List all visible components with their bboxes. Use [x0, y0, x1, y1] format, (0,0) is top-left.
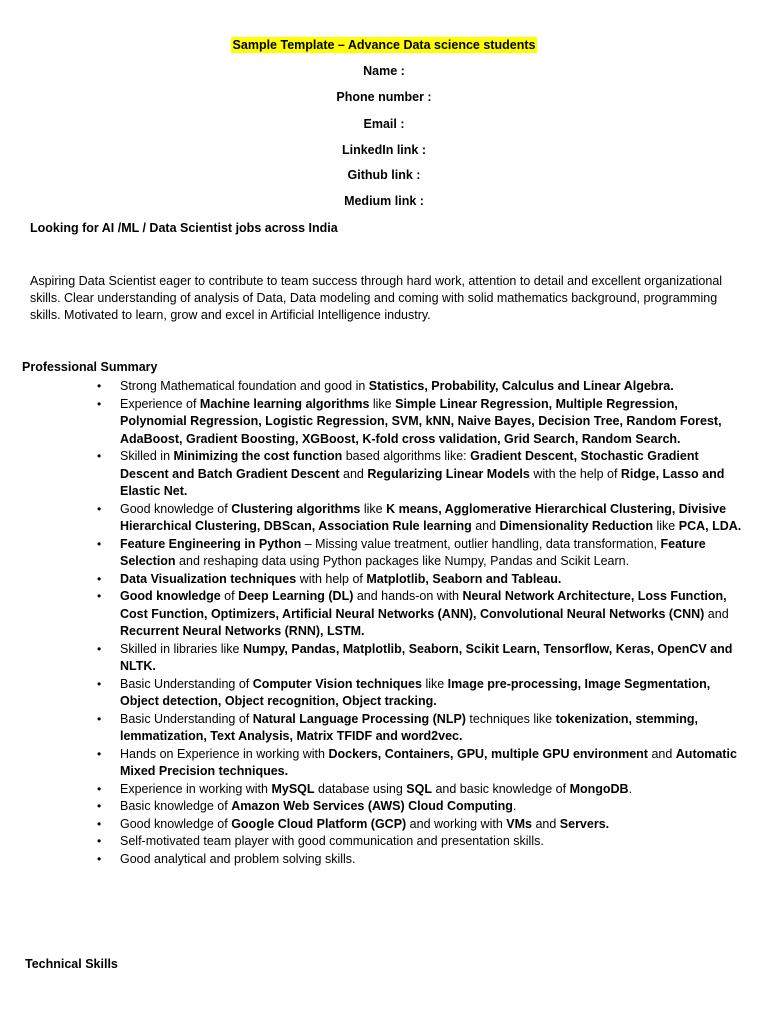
summary-bullet-item — [95, 396, 745, 449]
bullet-text: Strong Mathematical foundation and good in — [120, 379, 369, 393]
bullet-dot-icon: • — [97, 589, 102, 603]
bullet-bold-text: Google Cloud Platform (GCP) — [231, 816, 407, 831]
bullet-bold-text: Numpy, Pandas, Matplotlib, Seaborn, Scikit Learn, Tensorflow, Keras, OpenCV and NLTK. — [120, 641, 733, 673]
bullet-bold-text: Recurrent Neural Networks (RNN), LSTM. — [120, 624, 365, 638]
bullet-dot-icon: • — [97, 396, 102, 411]
bullet-text: and — [471, 519, 500, 533]
summary-bullet-item — [95, 448, 745, 501]
bullet-bold-text: Amazon Web Services (AWS) Cloud Computing — [231, 799, 513, 813]
bullet-bold-text: Image pre-processing, Image Segmentation, Object detection, Object recognition, Object tracking. — [120, 676, 711, 708]
document-title — [0, 38, 768, 52]
professional-summary-list — [95, 378, 745, 868]
bullet-text: and reshaping data using Python packages like Numpy, Pandas and Scikit Learn. — [175, 554, 630, 568]
bullet-text: with the help of — [529, 466, 621, 481]
bullet-text: like — [360, 501, 387, 516]
bullet-text: Good knowledge of — [120, 816, 232, 831]
bullet-bold-text: Minimizing the cost function — [173, 449, 343, 463]
bullet-text: Skilled in libraries like — [120, 641, 243, 656]
bullet-text: and — [531, 816, 560, 831]
summary-bullet-item — [95, 851, 745, 869]
technical-skills-heading: Technical Skills — [25, 957, 118, 971]
bullet-dot-icon: • — [97, 851, 102, 866]
bullet-bold-text: Statistics, Probability, Calculus and Linear Algebra. — [368, 379, 674, 393]
bullet-text: and hands-on with — [353, 589, 463, 603]
bullet-dot-icon: • — [97, 799, 102, 813]
bullet-dot-icon: • — [97, 379, 102, 393]
summary-bullet-item — [95, 781, 745, 799]
bullet-dot-icon: • — [97, 641, 102, 656]
title-highlight: Sample Template – Advance Data science students — [232, 38, 536, 52]
bullet-text: and — [704, 606, 729, 621]
bullet-text: Good analytical and problem solving skills. — [120, 851, 356, 866]
summary-bullet-item — [95, 536, 745, 571]
bullet-bold-text: Clustering algorithms — [231, 501, 361, 516]
bullet-bold-text: Servers. — [559, 816, 610, 831]
summary-bullet-item — [95, 711, 745, 746]
medium-field: Medium link : — [344, 194, 424, 208]
bullet-text: like — [421, 676, 448, 691]
bullet-text: like — [653, 519, 679, 533]
bullet-text: and — [339, 466, 368, 481]
bullet-text: Basic Understanding of — [120, 676, 253, 691]
summary-bullet-item — [95, 833, 745, 851]
bullet-bold-text: Dockers, Containers, GPU, multiple GPU environment — [328, 746, 648, 761]
bullet-text: Basic knowledge of — [120, 799, 232, 813]
bullet-text: database using — [314, 781, 407, 796]
bullet-bold-text: K means, Agglomerative Hierarchical Clustering, Divisive Hierarchical Clustering, DBScan, Association Rule learning — [120, 501, 727, 533]
bullet-text: – Missing value treatment, outlier handling, data transformation, — [301, 536, 661, 551]
bullet-text: . — [512, 799, 517, 813]
summary-bullet-item — [95, 501, 745, 536]
bullet-bold-text: PCA, LDA. — [678, 519, 742, 533]
summary-bullet-item — [95, 571, 745, 589]
email-field: Email : — [363, 117, 405, 131]
bullet-bold-text: SQL — [406, 781, 432, 796]
summary-bullet-item — [95, 378, 745, 396]
bullet-bold-text: Simple Linear Regression, Multiple Regression, Polynomial Regression, Logistic Regression, SVM, kNN, Naive Bayes, Decision Tree, Random Forest, AdaBoost, Gradient Boosting, XGBoost, K-fold cross validation, Grid Search, Random Search. — [120, 396, 722, 446]
bullet-bold-text: Neural Network Architecture, Loss Function, Cost Function, Optimizers, Artificial Neural Networks (ANN), Convolutional Neural Networks (CNN) — [120, 589, 727, 621]
bullet-bold-text: Computer Vision techniques — [252, 676, 422, 691]
summary-bullet-item — [95, 676, 745, 711]
bullet-dot-icon: • — [97, 816, 102, 831]
bullet-dot-icon: • — [97, 536, 102, 551]
summary-bullet-item — [95, 816, 745, 834]
bullet-bold-text: Ridge, Lasso and Elastic Net. — [120, 466, 725, 498]
bullet-bold-text: tokenization, stemming, lemmatization, Text Analysis, Matrix TFIDF and word2vec. — [120, 711, 698, 743]
bullet-text: Experience in working with — [120, 781, 272, 796]
bullet-bold-text: Data Visualization techniques — [120, 571, 297, 586]
summary-bullet-item — [95, 746, 745, 781]
bullet-bold-text: Deep Learning (DL) — [238, 589, 354, 603]
bullet-text: Hands on Experience in working with — [120, 746, 329, 761]
bullet-bold-text: Feature Engineering in Python — [120, 536, 302, 551]
bullet-text: like — [369, 396, 396, 411]
bullet-dot-icon: • — [97, 834, 102, 848]
summary-bullet-item — [95, 588, 745, 641]
objective-paragraph: Aspiring Data Scientist eager to contribute to team success through hard work, attention to detail and excellent organizational skills. Clear understanding of analysis of Data, Data modeling and coming with solid mathematics background, programming skills. Motivated to learn, grow and excel in Artificial Intelligence industry. — [30, 274, 723, 322]
bullet-dot-icon: • — [97, 711, 102, 726]
professional-summary-heading: Professional Summary — [22, 360, 158, 374]
summary-bullet-item — [95, 641, 745, 676]
bullet-dot-icon: • — [97, 449, 102, 463]
bullet-text: Basic Understanding of — [120, 711, 253, 726]
summary-bullet-item — [95, 798, 745, 816]
bullet-bold-text: MongoDB — [569, 781, 629, 796]
bullet-bold-text: Machine learning algorithms — [199, 396, 370, 411]
bullet-text: Skilled in — [120, 449, 174, 463]
bullet-text: Good knowledge of — [120, 501, 232, 516]
bullet-bold-text: Matplotlib, Seaborn and Tableau. — [366, 571, 562, 586]
bullet-text: Experience of — [120, 396, 200, 411]
github-field: Github link : — [347, 168, 421, 182]
bullet-bold-text: Regularizing Linear Models — [367, 466, 530, 481]
bullet-text: of — [220, 589, 239, 603]
bullet-text: based algorithms like: — [342, 449, 471, 463]
bullet-text: Self-motivated team player with good communication and presentation skills. — [120, 834, 544, 848]
bullet-text: . — [628, 781, 633, 796]
bullet-text: techniques like — [465, 711, 556, 726]
bullet-bold-text: Automatic Mixed Precision techniques. — [120, 746, 737, 778]
bullet-text: and working with — [406, 816, 507, 831]
bullet-dot-icon: • — [97, 781, 102, 796]
bullet-dot-icon: • — [97, 501, 102, 516]
bullet-bold-text: Feature Selection — [120, 536, 706, 568]
bullet-bold-text: MySQL — [271, 781, 315, 796]
bullet-dot-icon: • — [97, 746, 102, 761]
bullet-bold-text: Natural Language Processing (NLP) — [252, 711, 466, 726]
bullet-dot-icon: • — [97, 571, 102, 586]
bullet-bold-text: Dimensionality Reduction — [499, 519, 654, 533]
bullet-dot-icon: • — [97, 676, 102, 691]
bullet-text: and — [647, 746, 676, 761]
bullet-bold-text: VMs — [506, 816, 532, 831]
phone-field: Phone number : — [336, 90, 432, 104]
bullet-bold-text: Good knowledge — [120, 589, 221, 603]
bullet-bold-text: Gradient Descent, Stochastic Gradient Descent and Batch Gradient Descent — [120, 449, 699, 481]
bullet-text: and basic knowledge of — [431, 781, 570, 796]
name-field: Name : — [363, 64, 405, 78]
bullet-text: with help of — [296, 571, 367, 586]
linkedin-field: LinkedIn link : — [341, 143, 427, 157]
objective-heading: Looking for AI /ML / Data Scientist jobs across India — [30, 221, 338, 235]
